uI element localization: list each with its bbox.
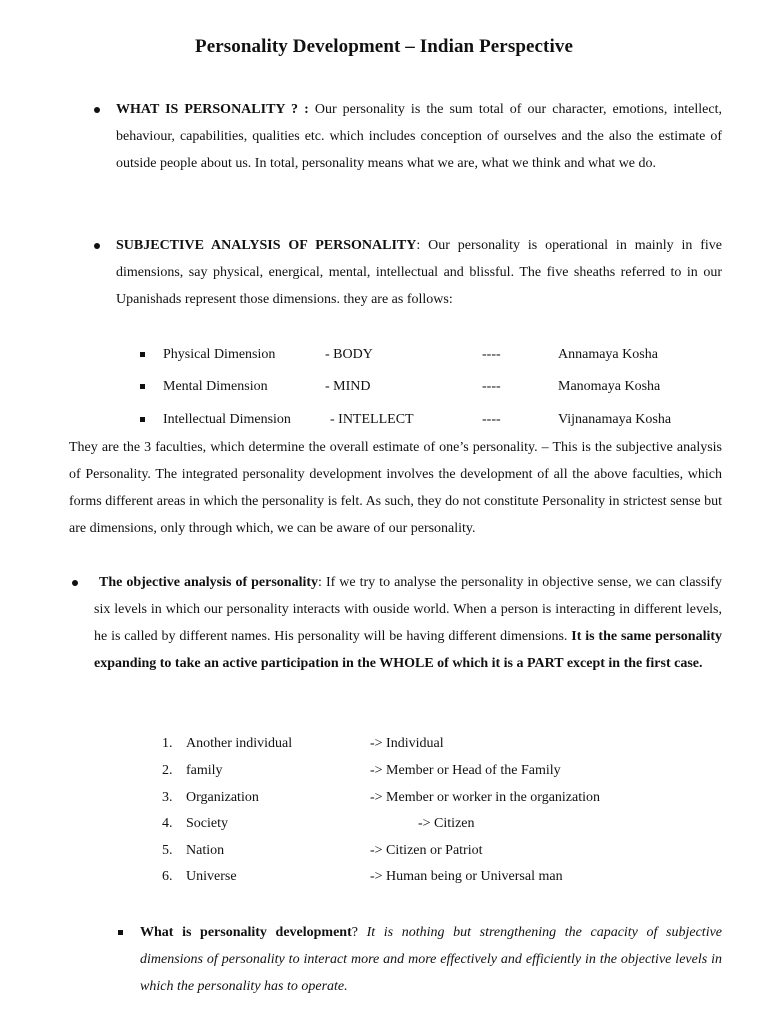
section-text: : If we try to analyse the personality in objective sense, we can classify six levels in which our personality interacts with ouside world. When a person is interacting in different levels, he is called by different names. His personality will be having different dimensions. (94, 575, 723, 644)
bullet-icon (72, 580, 78, 586)
level-name: Another individual (186, 736, 293, 751)
square-bullet-icon (140, 417, 145, 422)
dimension-aspect: - INTELLECT (330, 412, 414, 427)
dimension-kosha: Manomaya Kosha (558, 379, 661, 394)
level-number: 2. (162, 763, 173, 778)
level-number: 5. (162, 843, 173, 858)
list-item (162, 863, 662, 890)
section-qmark: ? (351, 925, 358, 940)
dimension-name: Mental Dimension (163, 379, 268, 394)
level-title: -> Member or worker in the organization (370, 790, 601, 805)
level-title: -> Citizen or Patriot (370, 843, 483, 858)
section-personality-development (140, 919, 722, 1000)
level-number: 1. (162, 736, 173, 751)
level-title: -> Human being or Universal man (370, 869, 563, 884)
square-bullet-icon (140, 352, 145, 357)
level-number: 3. (162, 790, 173, 805)
dimension-aspect: - MIND (325, 379, 371, 394)
level-number: 6. (162, 869, 173, 884)
section-text: Our personality is the sum total of our character, emotions, intellect, behaviour, capabilities, qualities etc. which includes conception of ourselves and the also the estimate of outside people about us. In total, personality means what we are, what we think and what we do. (116, 102, 722, 171)
section-text: It is nothing but strengthening the capacity of subjective dimensions of personality to interact more and more effectively and efficiently in the objective levels in which the personality has to operate. (140, 925, 723, 994)
section-heading: What is personality development (140, 925, 352, 940)
section-what-is-personality (116, 96, 722, 177)
level-name: Society (186, 816, 228, 831)
section-text: : Our personality is operational in mainly in five dimensions, say physical, energical, mental, intellectual and blissful. The five sheaths referred to in our Upanishads represent those dimensions. they are as follows: (116, 238, 723, 307)
level-title: -> Individual (370, 736, 444, 751)
section-heading: The objective analysis of personality (99, 575, 319, 590)
list-item (162, 810, 662, 837)
dimension-aspect: - BODY (325, 347, 373, 362)
dimension-kosha: Annamaya Kosha (558, 347, 658, 362)
list-item (162, 730, 662, 757)
dimension-name: Intellectual Dimension (163, 412, 291, 427)
dimension-separator: ---- (482, 412, 501, 427)
list-item (140, 406, 700, 433)
list-item (162, 757, 662, 784)
level-name: family (186, 763, 223, 778)
level-name: Nation (186, 843, 225, 858)
section-bold-text: It is the same personality expanding to take an active participation in the WHOLE of which it is a PART except in the first case. (94, 629, 723, 671)
faculties-paragraph: They are the 3 faculties, which determine the overall estimate of one’s personality. – This is the subjective analysis of Personality. The integrated personality development involves the development of all the above faculties, which forms different areas in which the personality is felt. As such, they do not constitute Personality in strictest sense but are dimensions, only through which, we can be aware of our personality. (69, 440, 722, 536)
level-name: Organization (186, 790, 259, 805)
dimension-kosha: Vijnanamaya Kosha (558, 412, 672, 427)
section-subjective-analysis (116, 232, 722, 313)
section-heading: SUBJECTIVE ANALYSIS OF PERSONALITY (116, 238, 417, 253)
list-item (162, 837, 662, 864)
list-item (162, 784, 662, 811)
bullet-icon (94, 243, 100, 249)
level-number: 4. (162, 816, 173, 831)
level-title: -> Citizen (418, 816, 475, 831)
dimension-name: Physical Dimension (163, 347, 276, 362)
list-item (140, 341, 700, 368)
square-bullet-icon (118, 930, 123, 935)
section-heading: WHAT IS PERSONALITY ? : (116, 102, 309, 117)
bullet-icon (94, 107, 100, 113)
list-item (140, 373, 700, 400)
document-title: Personality Development – Indian Perspective (194, 36, 574, 57)
level-title: -> Member or Head of the Family (370, 763, 561, 778)
square-bullet-icon (140, 384, 145, 389)
dimension-separator: ---- (482, 347, 501, 362)
section-objective-analysis (94, 569, 722, 677)
level-name: Universe (186, 869, 237, 884)
dimension-separator: ---- (482, 379, 501, 394)
